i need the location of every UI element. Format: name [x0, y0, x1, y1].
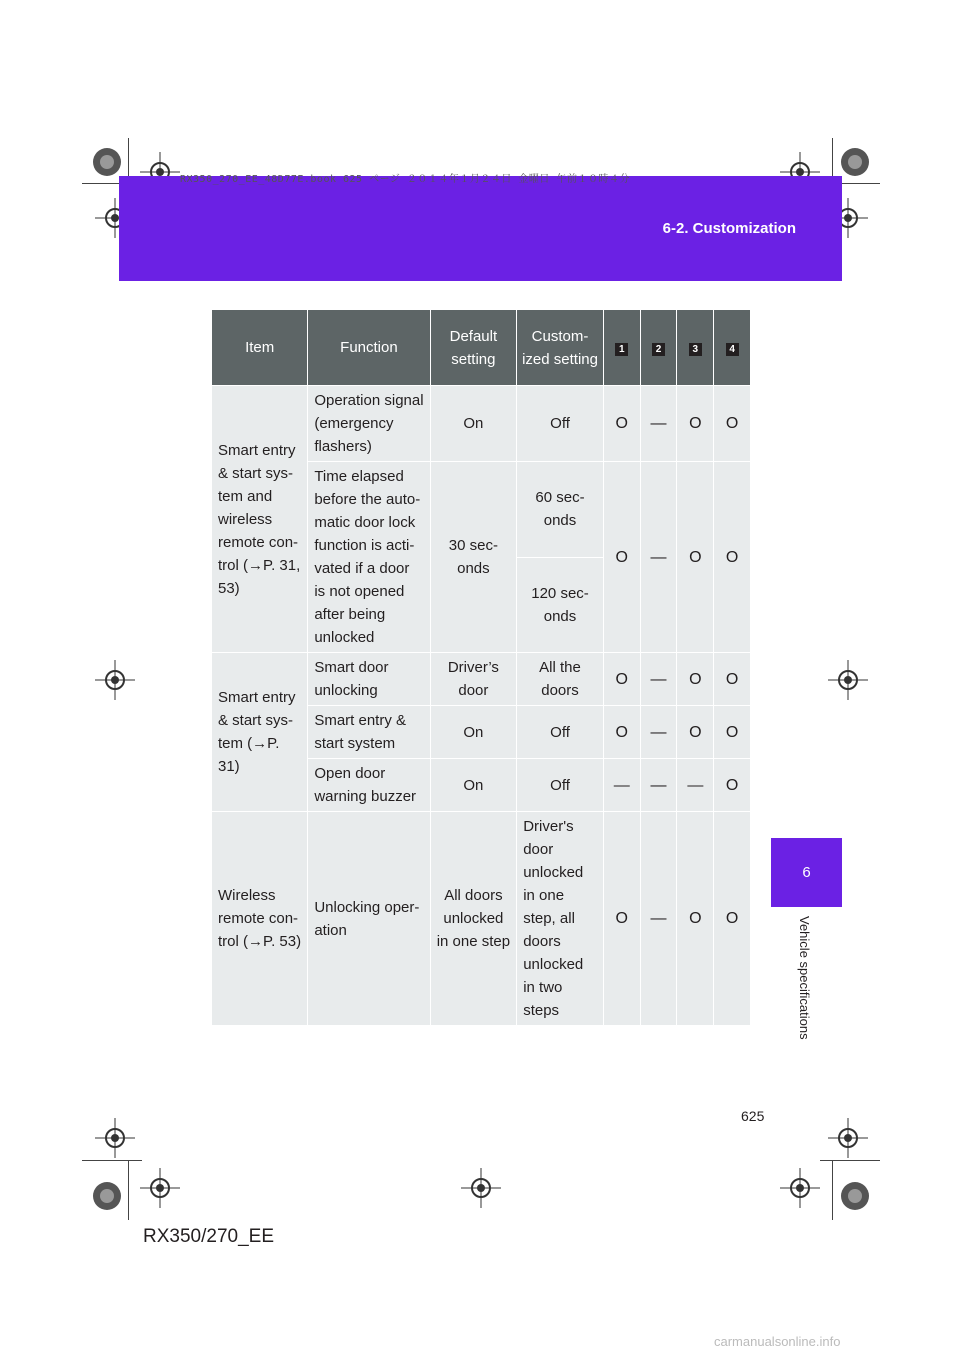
registration-mark-icon [838, 145, 872, 179]
number-4-icon: 4 [726, 343, 739, 356]
watermark: carmanualsonline.info [714, 1334, 841, 1349]
crop-mark [128, 1160, 129, 1220]
header-col-4 [714, 310, 751, 386]
chapter-label: Vehicle specifications [797, 916, 812, 1040]
crop-mark [820, 1160, 880, 1161]
table-row [212, 386, 751, 462]
mark-cell: O [677, 653, 714, 706]
mark-cell: — [603, 759, 640, 812]
crosshair-icon [95, 1118, 135, 1158]
crosshair-icon [95, 660, 135, 700]
number-1-icon: 1 [615, 343, 628, 356]
item-cell: Smart entry & start sys- tem (→P. 31) [212, 653, 308, 812]
mark-cell: O [714, 386, 751, 462]
mark-cell: — [640, 759, 677, 812]
header-col-3 [677, 310, 714, 386]
custom-cell: Off [517, 759, 604, 812]
crosshair-icon [828, 660, 868, 700]
mark-cell: — [640, 462, 677, 653]
custom-cell: Off [517, 386, 604, 462]
crop-mark [82, 1160, 142, 1161]
mark-cell: O [714, 706, 751, 759]
mark-cell: O [603, 386, 640, 462]
function-cell: Smart entry & start system [308, 706, 430, 759]
mark-cell: O [714, 462, 751, 653]
number-3-icon: 3 [689, 343, 702, 356]
crosshair-icon [140, 1168, 180, 1208]
mark-cell: O [677, 812, 714, 1026]
function-cell: Operation signal (emergency flashers) [308, 386, 430, 462]
chapter-tab[interactable]: 6 [771, 838, 842, 907]
header-col-1 [603, 310, 640, 386]
default-cell: On [430, 706, 517, 759]
table-row [212, 812, 751, 1026]
custom-cell: 120 sec- onds [517, 557, 604, 653]
default-cell: All doors unlocked in one step [430, 812, 517, 1026]
crosshair-icon [461, 1168, 501, 1208]
crop-mark [832, 1160, 833, 1220]
custom-cell: 60 sec- onds [517, 462, 604, 558]
mark-cell: O [603, 706, 640, 759]
custom-cell: All the doors [517, 653, 604, 706]
header-col-2 [640, 310, 677, 386]
header-band [119, 176, 842, 281]
mark-cell: — [640, 386, 677, 462]
default-cell: 30 sec- onds [430, 462, 517, 653]
mark-cell: — [640, 706, 677, 759]
mark-cell: O [677, 706, 714, 759]
item-cell: Smart entry & start sys- tem and wireless remote con- trol (→P. 31, 53) [212, 386, 308, 653]
table-header-row [212, 310, 751, 386]
header-item: Item [212, 310, 308, 386]
function-cell: Time elapsed before the auto- matic door lock function is acti- vated if a door is not opened after being unlocked [308, 462, 430, 653]
mark-cell: O [603, 812, 640, 1026]
crosshair-icon [780, 1168, 820, 1208]
mark-cell: O [677, 462, 714, 653]
mark-cell: O [603, 462, 640, 653]
function-cell: Open door warning buzzer [308, 759, 430, 812]
item-cell: Wireless remote con- trol (→P. 53) [212, 812, 308, 1026]
table-row [212, 653, 751, 706]
model-code: RX350/270_EE [143, 1226, 274, 1247]
registration-mark-icon [90, 1179, 124, 1213]
customization-table [211, 309, 751, 1026]
mark-cell: O [714, 759, 751, 812]
custom-cell: Off [517, 706, 604, 759]
mark-cell: O [677, 386, 714, 462]
registration-mark-icon [838, 1179, 872, 1213]
number-2-icon: 2 [652, 343, 665, 356]
section-title: 6-2. Customization [662, 220, 796, 237]
header-function: Function [308, 310, 430, 386]
function-cell: Smart door unlocking [308, 653, 430, 706]
header-custom: Custom- ized setting [517, 310, 604, 386]
mark-cell: — [640, 812, 677, 1026]
file-info: RX350_270_EE_48D77E.book 625 ページ ２０１４年１月２４日 金曜日 午前１０時４分 [180, 174, 630, 185]
function-cell: Unlocking oper- ation [308, 812, 430, 1026]
default-cell: Driver’s door [430, 653, 517, 706]
default-cell: On [430, 759, 517, 812]
mark-cell: — [640, 653, 677, 706]
default-cell: On [430, 386, 517, 462]
registration-mark-icon [90, 145, 124, 179]
mark-cell: O [714, 812, 751, 1026]
mark-cell: O [714, 653, 751, 706]
mark-cell: — [677, 759, 714, 812]
custom-cell: Driver's door unlocked in one step, all doors unlocked in two steps [517, 812, 604, 1026]
page-number: 625 [741, 1108, 765, 1124]
crosshair-icon [828, 1118, 868, 1158]
header-default: Default setting [430, 310, 517, 386]
mark-cell: O [603, 653, 640, 706]
